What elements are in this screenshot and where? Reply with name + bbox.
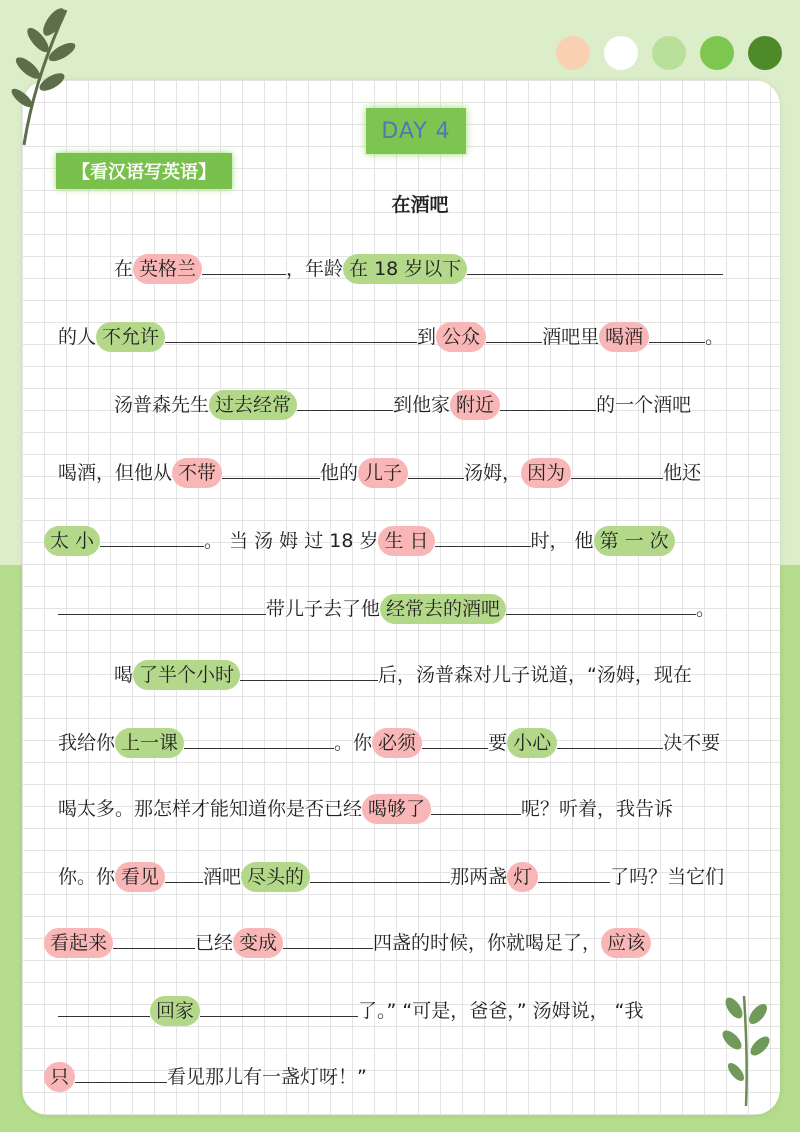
text-segment: 喝酒，但他从 — [58, 462, 173, 484]
decor-dots — [556, 36, 782, 70]
dot-lightgreen-icon — [652, 36, 686, 70]
answer-blank[interactable] — [500, 384, 596, 411]
text-segment: 汤姆， — [464, 462, 522, 484]
answer-blank[interactable] — [200, 990, 358, 1017]
answer-blank[interactable] — [435, 520, 531, 547]
text-segment: ，年龄 — [286, 258, 344, 280]
text-segment: 四盏的时候，你就喝足了， — [373, 932, 602, 954]
text-line — [58, 722, 758, 762]
text-segment: 了。” “可是，爸爸，” 汤姆说， “我 — [358, 1000, 644, 1022]
answer-blank[interactable] — [75, 1056, 167, 1083]
text-line — [58, 856, 758, 896]
text-line — [58, 588, 758, 628]
text-line — [58, 316, 758, 356]
text-line — [58, 990, 758, 1030]
text-segment: 要 — [488, 732, 508, 754]
highlight-green: 太 小 — [44, 526, 100, 556]
highlight-pink: 应该 — [601, 928, 651, 958]
highlight-pink: 生 日 — [378, 526, 434, 556]
answer-blank[interactable] — [202, 248, 286, 275]
highlight-green: 不允许 — [96, 322, 165, 352]
highlight-pink: 因为 — [521, 458, 571, 488]
text-segment: 汤普森先生 — [114, 394, 210, 416]
highlight-green: 过去经常 — [209, 390, 297, 420]
answer-blank[interactable] — [184, 722, 334, 749]
text-line — [58, 654, 758, 694]
answer-blank[interactable] — [467, 248, 723, 275]
highlight-green: 第 一 次 — [594, 526, 675, 556]
text-segment: 的人 — [58, 326, 97, 348]
highlight-pink: 变成 — [233, 928, 283, 958]
text-segment: 带儿子去了他 — [266, 598, 381, 620]
text-line — [58, 788, 758, 828]
text-segment: 在 — [114, 258, 134, 280]
text-segment: 他还 — [663, 462, 702, 484]
answer-blank[interactable] — [297, 384, 393, 411]
highlight-green: 了半个小时 — [133, 660, 240, 690]
text-line — [58, 452, 758, 492]
dot-green-icon — [700, 36, 734, 70]
answer-blank[interactable] — [240, 654, 378, 681]
text-segment: 呢？听着，我告诉 — [521, 798, 674, 820]
text-segment: 我给你 — [58, 732, 116, 754]
text-segment: 看见那儿有一盏灯呀！” — [167, 1066, 367, 1088]
text-segment: 时， 他 — [530, 530, 594, 552]
dot-peach-icon — [556, 36, 590, 70]
text-segment: 了吗？当它们 — [610, 866, 725, 888]
text-segment: 他的 — [320, 462, 359, 484]
section-label: 【看汉语写英语】 — [56, 153, 232, 189]
highlight-green: 上一课 — [115, 728, 184, 758]
answer-blank[interactable] — [58, 990, 150, 1017]
answer-blank[interactable] — [557, 722, 663, 749]
highlight-green: 尽头的 — [241, 862, 310, 892]
text-segment: 喝太多。那怎样才能知道你是否已经 — [58, 798, 363, 820]
text-segment: 后，汤普森对儿子说道，“汤姆，现在 — [378, 664, 692, 686]
text-segment: 那两盏 — [450, 866, 508, 888]
highlight-pink: 看见 — [115, 862, 165, 892]
highlight-pink: 英格兰 — [133, 254, 202, 284]
dot-darkgreen-icon — [748, 36, 782, 70]
page-title: 在酒吧 — [391, 194, 449, 216]
highlight-pink: 公众 — [436, 322, 486, 352]
text-segment: 的一个酒吧 — [596, 394, 692, 416]
highlight-pink: 不带 — [172, 458, 222, 488]
highlight-pink: 灯 — [507, 862, 538, 892]
text-line — [44, 520, 760, 560]
text-segment: 。 — [705, 326, 725, 348]
day-badge: DAY 4 — [366, 108, 466, 154]
text-segment: 决不要 — [663, 732, 721, 754]
text-segment: 。你 — [334, 732, 373, 754]
answer-blank[interactable] — [538, 856, 610, 883]
answer-blank[interactable] — [571, 452, 663, 479]
text-line — [58, 384, 758, 424]
text-segment: 你。你 — [58, 866, 116, 888]
highlight-pink: 儿子 — [358, 458, 408, 488]
text-segment: 喝 — [114, 664, 134, 686]
dot-white-icon — [604, 36, 638, 70]
answer-blank[interactable] — [283, 922, 373, 949]
answer-blank[interactable] — [408, 452, 464, 479]
highlight-green: 小心 — [507, 728, 557, 758]
highlight-pink: 看起来 — [44, 928, 113, 958]
answer-blank[interactable] — [100, 520, 204, 547]
answer-blank[interactable] — [222, 452, 320, 479]
text-segment: 。 当 汤 姆 过 18 岁 — [204, 530, 379, 552]
text-segment: 到他家 — [393, 394, 451, 416]
plant-sprig-icon — [714, 988, 778, 1108]
text-segment: 酒吧里 — [542, 326, 600, 348]
highlight-pink: 喝酒 — [599, 322, 649, 352]
answer-blank[interactable] — [310, 856, 450, 883]
answer-blank[interactable] — [165, 856, 203, 883]
answer-blank[interactable] — [58, 588, 266, 615]
highlight-green: 回家 — [150, 996, 200, 1026]
highlight-green: 经常去的酒吧 — [380, 594, 506, 624]
text-segment: 酒吧 — [203, 866, 242, 888]
answer-blank[interactable] — [422, 722, 488, 749]
highlight-green: 在 18 岁以下 — [343, 254, 467, 284]
highlight-pink: 喝够了 — [362, 794, 431, 824]
highlight-pink: 必须 — [372, 728, 422, 758]
text-line — [44, 1056, 760, 1096]
answer-blank[interactable] — [431, 788, 521, 815]
text-line — [58, 248, 758, 288]
answer-blank[interactable] — [165, 316, 417, 343]
highlight-pink: 只 — [44, 1062, 75, 1092]
text-segment: 到 — [417, 326, 437, 348]
answer-blank[interactable] — [113, 922, 195, 949]
text-segment: 已经 — [195, 932, 234, 954]
text-segment: 。 — [696, 598, 716, 620]
answer-blank[interactable] — [486, 316, 542, 343]
highlight-pink: 附近 — [450, 390, 500, 420]
answer-blank[interactable] — [506, 588, 696, 615]
answer-blank[interactable] — [649, 316, 705, 343]
text-line — [44, 922, 760, 962]
leaf-branch-icon — [4, 0, 84, 150]
